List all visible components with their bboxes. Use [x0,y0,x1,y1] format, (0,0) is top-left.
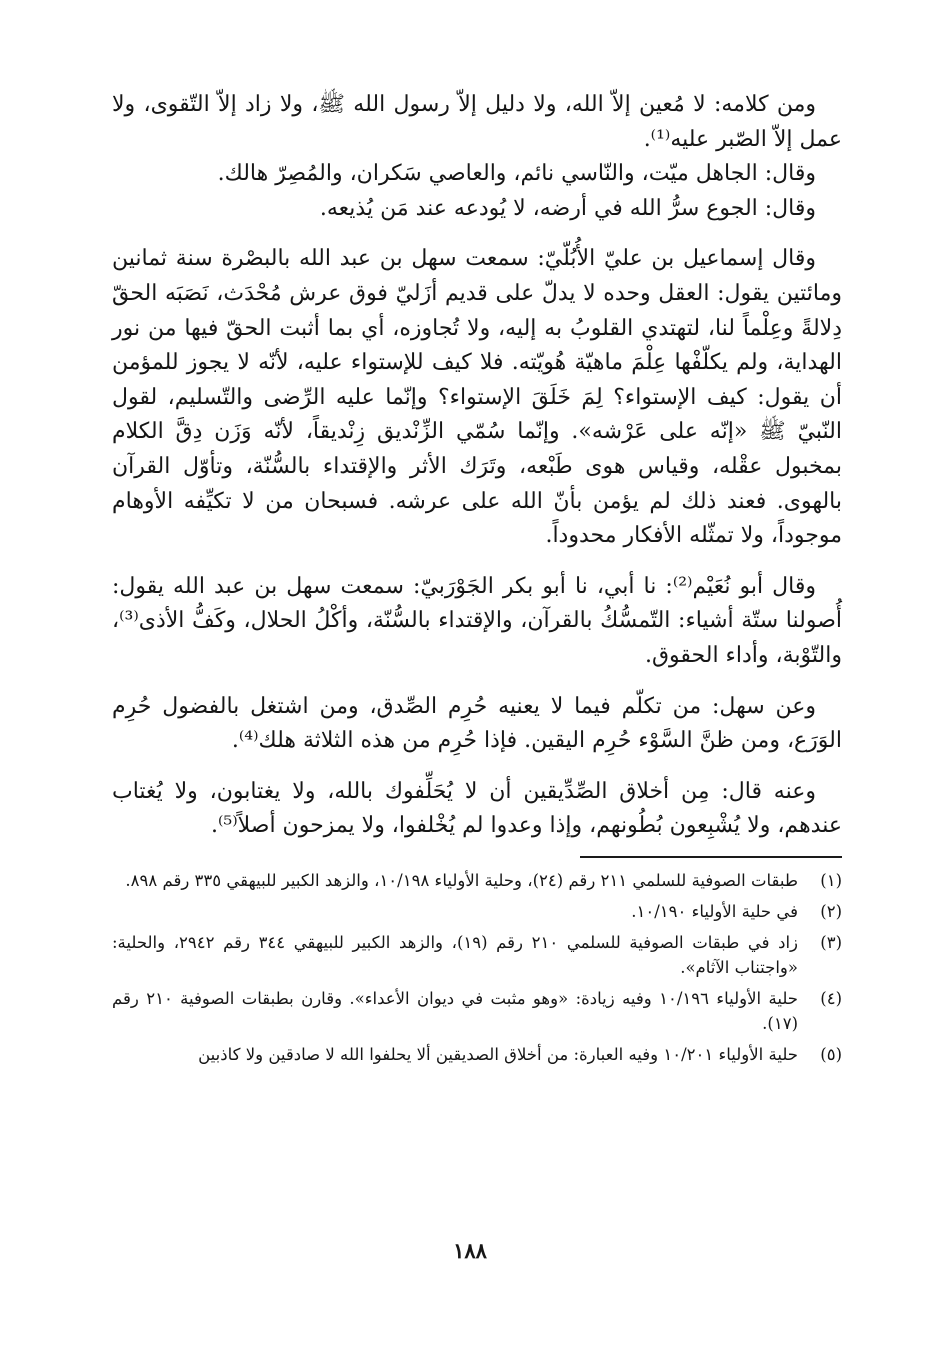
footnote-number: (٢) [820,901,842,921]
footnote-text: حلية الأولياء ١٠/١٩٦ وفيه زيادة: «وهو مثبت في ديوان الأعداء». وقارن بطبقات الصوفية ٢١٠ رقم (١٧). [112,988,798,1033]
paragraph: وعن سهل: من تكلّم فيما لا يعنيه حُرِم الصِّدق، ومن اشتغل بالفضول حُرِم الوَرَع، ومن ظنَّ السَّوْء حُرِم اليقين. فإذا حُرِم من هذه الثلاثة هلك⁽⁴⁾. [112,693,842,754]
footnote-number: (٣) [820,932,842,952]
footnote-text: طبقات الصوفية للسلمي ٢١١ رقم (٢٤)، وحلية الأولياء ١٠/١٩٨، والزهد الكبير للبيهقي ٣٣٥ رقم ٨٩٨. [125,870,798,890]
paragraph: وقال أبو نُعَيْم⁽²⁾: نا أبي، نا أبو بكر الجَوْرَبيّ: سمعت سهل بن عبد الله يقول: أُصولنا ستّة أشياء: التّمسُّكُ بالقرآن، والإقتداء بالسُّنّة، وأكْلُ الحلال، وكَفُّ الأذى⁽³⁾، والتّوْبة، وأداء الحقوق. [112,573,842,668]
footnote-text: في حلية الأولياء ١٠/١٩٠. [631,901,798,921]
paragraph: ومن كلامه: لا مُعين إلاّ الله، ولا دليل إلاّ رسول الله ﷺ، ولا زاد إلاّ التّقوى، ولا عمل إلاّ الصّبر عليه⁽¹⁾. [112,92,842,152]
footnote-divider [580,856,842,858]
footnote [112,899,842,924]
footnote [112,868,842,893]
footnote-text: زاد في طبقات الصوفية للسلمي ٢١٠ رقم (١٩)، والزهد الكبير للبيهقي ٣٤٤ رقم ٢٩٤٢، والحلية: «واجتناب الآثام». [112,932,799,977]
paragraph: وقال: الجوع سرُّ الله في أرضه، لا يُودعه عند مَن يُذيعه. [319,195,816,221]
footnote-number: (٥) [820,1044,842,1064]
footnotes [112,868,842,1067]
footnote-text: حلية الأولياء ١٠/٢٠١ وفيه العبارة: من أخلاق الصديقين ألا يحلفوا الله لا صادقين ولا كاذبين [198,1044,798,1064]
footnote [112,986,842,1036]
footnote [112,930,842,980]
paragraph: وعنه قال: مِن أخلاق الصِّدِّيقين أن لا يُحَلِّفوك بالله، ولا يغتابون، ولا يُغتاب عندهم، ولا يُشْبِعون بُطُونهم، وإذا وعدوا لم يُخْلفوا، ولا يمزحون أصلاً⁽⁵⁾. [112,778,842,839]
page-number: ١٨٨ [453,1238,487,1263]
book-page [112,88,842,1073]
main-text [112,88,842,844]
footnote [112,1042,842,1067]
paragraph: وقال: الجاهل ميّت، والنّاسي نائم، والعاصي سَكران، والمُصِرّ هالك. [217,161,816,187]
footnote-number: (١) [820,870,842,890]
paragraph: وقال إسماعيل بن عليّ الأُبُلّيّ: سمعت سهل بن عبد الله بالبصْرة سنة ثمانين ومائتين يقول: العقل وحده لا يدلّ على قديم أزَليّ فوق عرش مُحْدَث، نَصَبَه الحقّ دِلالةً وعِلْماً لنا، لتهتدي القلوبُ به إليه، ولا تُجاوزه، أي بما أثبت الحقّ فيها من نور الهداية، ولم يكلّفْها عِلْمَ ماهيّة هُويّته. فلا كيف للإستواء عليه، لأنّه لا يجوز للمؤمن أن يقول: كيف الإستواء؟ لِمَ خَلَقَ الإستواء؟ وإنّما عليه الرِّضى والتّسليم، لقول النّبيّ ﷺ «إنّه على عَرْشه». وإنّما سُمّي الزِّنْديق زِنْديقاً، لأنّه وَزَن دِقَّ الكلام بمخبول عقْله، وقياس هوى طَبْعه، وتَرَك الأثر والإقتداء بالسُّنّة، وتأوّل القرآن بالهوى. فعند ذلك لم يؤمن بأنّ الله على عرشه. فسبحان من لا تكيِّفه الأوهام موجوداً، ولا تمثّله الأفكار محدوداً. [112,246,842,549]
footnote-number: (٤) [820,988,842,1008]
